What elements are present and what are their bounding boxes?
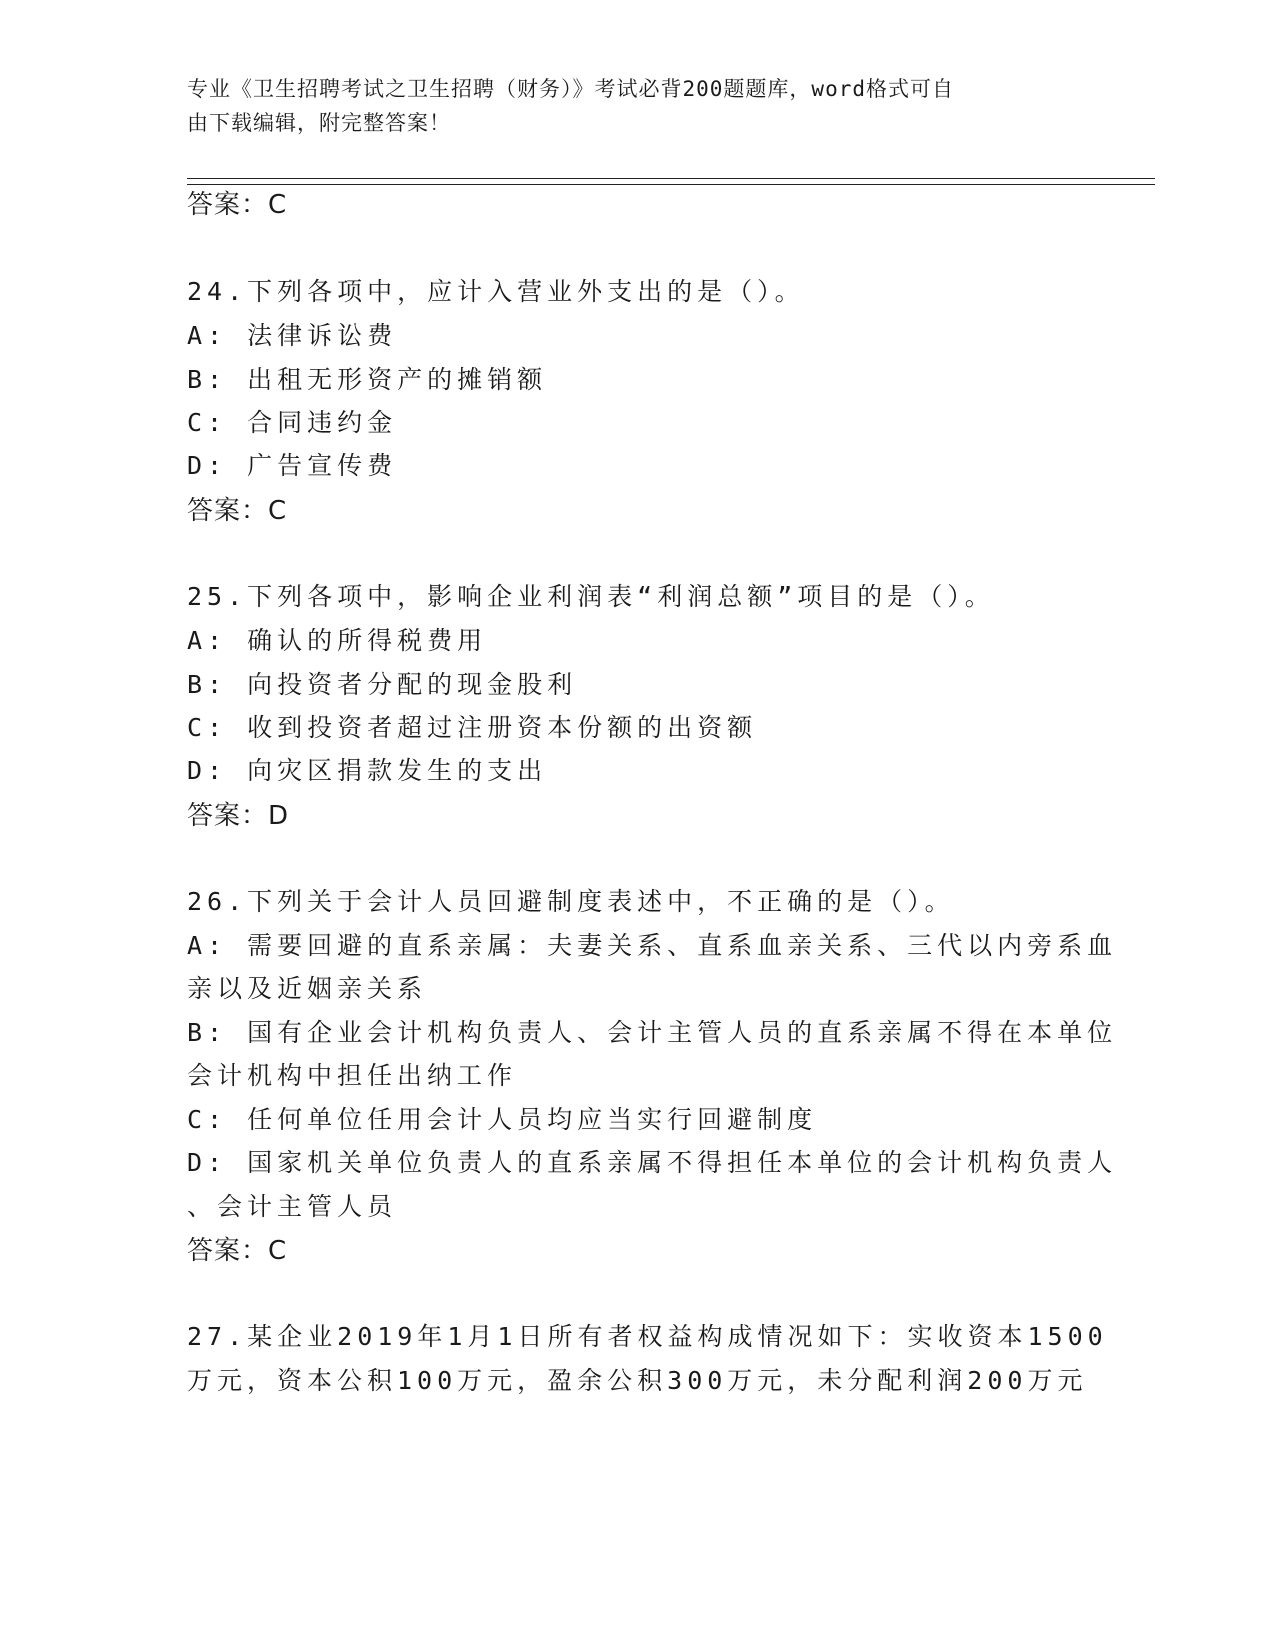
option-c: C: 合同违约金 <box>187 408 398 437</box>
answer-label: 答案：C <box>187 1236 288 1266</box>
question-stem: 27.某企业2019年1月1日所有者权益构成情况如下：实收资本1500 <box>187 1322 1108 1351</box>
question-stem: 26.下列关于会计人员回避制度表述中，不正确的是（）。 <box>187 887 955 916</box>
question-stem: 24.下列各项中，应计入营业外支出的是（）。 <box>187 277 805 306</box>
option-d: D: 广告宣传费 <box>187 451 398 480</box>
option-a: A: 需要回避的直系亲属：夫妻关系、直系血亲关系、三代以内旁系血 <box>187 931 1118 960</box>
option-d: D: 向灾区捐款发生的支出 <box>187 756 548 785</box>
option-a-continued: 亲以及近姻亲关系 <box>187 974 428 1003</box>
option-a: A: 确认的所得税费用 <box>187 626 488 655</box>
option-d: D: 国家机关单位负责人的直系亲属不得担任本单位的会计机构负责人 <box>187 1148 1118 1177</box>
document-header <box>187 72 1067 140</box>
header-line-2: 由下载编辑，附完整答案！ <box>187 111 451 135</box>
option-c: C: 任何单位任用会计人员均应当实行回避制度 <box>187 1105 818 1134</box>
option-b: B: 国有企业会计机构负责人、会计主管人员的直系亲属不得在本单位 <box>187 1018 1118 1047</box>
answer-label: 答案：C <box>187 190 288 220</box>
header-divider-top <box>187 178 1155 179</box>
answer-label: 答案：D <box>187 801 290 831</box>
option-a: A: 法律诉讼费 <box>187 321 398 350</box>
option-b-continued: 会计机构中担任出纳工作 <box>187 1061 518 1090</box>
question-stem-continued: 万元，资本公积100万元，盈余公积300万元，未分配利润200万元 <box>187 1366 1088 1395</box>
option-b: B: 出租无形资产的摊销额 <box>187 365 548 394</box>
option-c: C: 收到投资者超过注册资本份额的出资额 <box>187 713 758 742</box>
option-d-continued: 、会计主管人员 <box>187 1192 398 1221</box>
answer-label: 答案：C <box>187 496 288 526</box>
header-line-1: 专业《卫生招聘考试之卫生招聘（财务）》考试必背200题题库，word格式可自 <box>187 77 954 101</box>
option-b: B: 向投资者分配的现金股利 <box>187 670 578 699</box>
header-divider-bottom <box>187 184 1155 185</box>
question-stem: 25.下列各项中，影响企业利润表“利润总额”项目的是（）。 <box>187 582 995 611</box>
